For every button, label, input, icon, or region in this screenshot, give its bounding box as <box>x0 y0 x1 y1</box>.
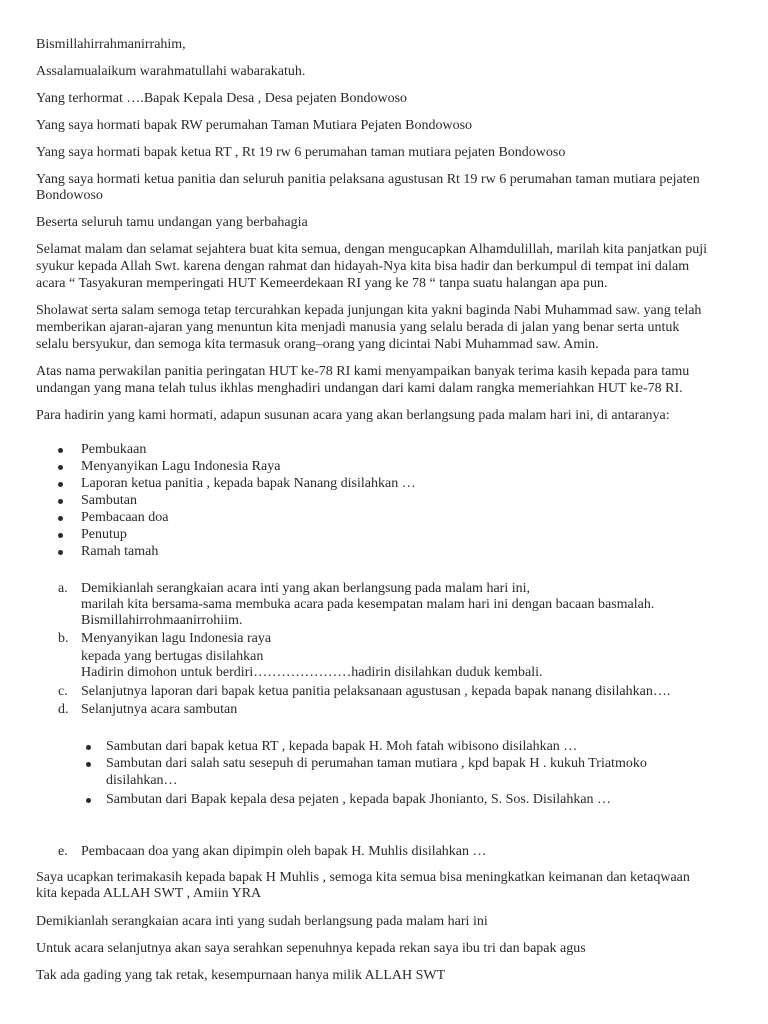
item-b-line-1: Menyanyikan lagu Indonesia raya <box>81 631 272 646</box>
sambutan-item-3: Sambutan dari Bapak kepala desa pejaten , kepada bapak Jhonianto, S. Sos. Disilahkan … <box>106 792 612 807</box>
bullet-icon <box>86 745 91 750</box>
bullet-icon <box>58 499 63 504</box>
list-marker-a: a. <box>58 581 68 596</box>
agenda-item: Laporan ketua panitia , kepada bapak Nanang disilahkan … <box>81 476 416 491</box>
agenda-item: Pembacaan doa <box>81 510 169 525</box>
bullet-icon <box>58 448 63 453</box>
agenda-item: Ramah tamah <box>81 544 159 559</box>
bullet-icon <box>58 533 63 538</box>
agenda-item: Menyanyikan Lagu Indonesia Raya <box>81 459 281 474</box>
address-rt: Yang saya hormati bapak ketua RT , Rt 19 rw 6 perumahan taman mutiara pejaten Bondowoso <box>36 145 566 160</box>
list-marker-e: e. <box>58 844 68 859</box>
item-c-line-1: Selanjutnya laporan dari bapak ketua panitia pelaksanaan agustusan , kepada bapak nanang disilahkan…. <box>81 684 671 699</box>
thanks-line-1: Atas nama perwakilan panitia peringatan HUT ke-78 RI kami menyampaikan banyak terima kasih kepada para tamu <box>36 364 690 379</box>
bullet-icon <box>58 465 63 470</box>
item-a-line-2: marilah kita bersama-sama membuka acara pada kesempatan malam hari ini dengan bacaan basmalah. <box>81 597 655 612</box>
sholawat-line-2: memberikan ajaran-ajaran yang menuntun kita menjadi manusia yang selalu berada di jalan yang benar serta untuk <box>36 320 680 335</box>
agenda-item: Pembukaan <box>81 442 147 457</box>
address-rw: Yang saya hormati bapak RW perumahan Taman Mutiara Pejaten Bondowoso <box>36 118 473 133</box>
bullet-icon <box>58 550 63 555</box>
handover: Untuk acara selanjutnya akan saya serahkan sepenuhnya kepada rekan saya ibu tri dan bapak agus <box>36 941 586 956</box>
item-b-line-3: Hadirin dimohon untuk berdiri…………………hadirin disilahkan duduk kembali. <box>81 665 543 680</box>
list-marker-d: d. <box>58 702 69 717</box>
bullet-icon <box>86 798 91 803</box>
bullet-icon <box>58 516 63 521</box>
list-marker-c: c. <box>58 684 68 699</box>
item-b-line-2: kepada yang bertugas disilahkan <box>81 649 264 664</box>
sambutan-item-2-line-1: Sambutan dari salah satu sesepuh di perumahan taman mutiara , kpd bapak H . kukuh Triatmoko <box>106 756 647 771</box>
sholawat-line-1: Sholawat serta salam semoga tetap tercurahkan kepada junjungan kita yakni baginda Nabi Muhammad saw. yang telah <box>36 303 702 318</box>
welcome-line-1: Selamat malam dan selamat sejahtera buat kita semua, dengan mengucapkan Alhamdulillah, marilah kita panjatkan puji <box>36 242 708 257</box>
agenda-item: Sambutan <box>81 493 137 508</box>
agenda-intro: Para hadirin yang kami hormati, adapun susunan acara yang akan berlangsung pada malam hari ini, di antaranya: <box>36 408 670 423</box>
agenda-item: Penutup <box>81 527 127 542</box>
sholawat-line-3: selalu bersyukur, dan semoga kita termasuk orang–orang yang dicintai Nabi Muhammad saw. Amin. <box>36 337 599 352</box>
closing-thanks-line-2: kita kepada ALLAH SWT , Amiin YRA <box>36 886 262 901</box>
sambutan-item-1: Sambutan dari bapak ketua RT , kepada bapak H. Moh fatah wibisono disilahkan … <box>106 739 578 754</box>
greeting: Assalamualaikum warahmatullahi wabarakatuh. <box>36 64 306 79</box>
closing-thanks-line-1: Saya ucapkan terimakasih kepada bapak H Muhlis , semoga kita semua bisa meningkatkan keimanan dan ketaqwaan <box>36 870 690 885</box>
item-d-line-1: Selanjutnya acara sambutan <box>81 702 238 717</box>
thanks-line-2: undangan yang mana telah tulus ikhlas menghadiri undangan dari kami dalam rangka memeriahkan HUT ke-78 RI. <box>36 381 683 396</box>
address-village-head: Yang terhormat ….Bapak Kepala Desa , Desa pejaten Bondowoso <box>36 91 408 106</box>
sambutan-item-2-line-2: disilahkan… <box>106 773 178 788</box>
welcome-line-2: syukur kepada Allah Swt. karena dengan rahmat dan hidayah-Nya kita bisa hadir dan berkumpul di tempat ini dalam <box>36 259 690 274</box>
closing-proverb: Tak ada gading yang tak retak, kesempurnaan hanya milik ALLAH SWT <box>36 968 446 983</box>
address-committee-line-2: Bondowoso <box>36 188 103 203</box>
item-e-line-1: Pembacaan doa yang akan dipimpin oleh bapak H. Muhlis disilahkan … <box>81 844 487 859</box>
item-a-line-3: Bismillahirrohmaanirrohiim. <box>81 613 243 628</box>
list-marker-b: b. <box>58 631 69 646</box>
opening-basmalah: Bismillahirrahmanirrahim, <box>36 37 186 52</box>
welcome-line-3: acara “ Tasyakuran memperingati HUT Kemeerdekaan RI yang ke 78 “ tanpa suatu halangan apa pun. <box>36 276 608 291</box>
bullet-icon <box>86 762 91 767</box>
address-guests: Beserta seluruh tamu undangan yang berbahagia <box>36 215 308 230</box>
bullet-icon <box>58 482 63 487</box>
closing-summary: Demikianlah serangkaian acara inti yang sudah berlangsung pada malam hari ini <box>36 914 488 929</box>
item-a-line-1: Demikianlah serangkaian acara inti yang akan berlangsung pada malam hari ini, <box>81 581 530 596</box>
address-committee-line-1: Yang saya hormati ketua panitia dan seluruh panitia pelaksana agustusan Rt 19 rw 6 perumahan taman mutiara pejaten <box>36 172 700 187</box>
